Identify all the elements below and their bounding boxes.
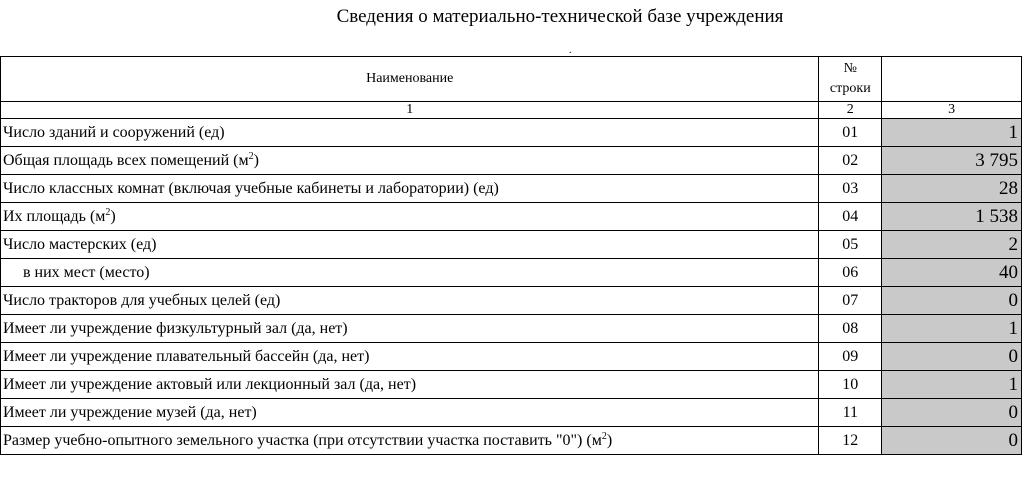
table-row [1,119,1022,147]
row-number: 05 [819,231,882,259]
row-number: 06 [819,259,882,287]
table-row [1,147,1022,175]
row-name [1,119,819,147]
table-row [1,175,1022,203]
column-index-1: 1 [1,102,819,119]
superscript: 2 [601,431,607,442]
row-name [1,371,819,399]
superscript: 2 [248,151,254,162]
table-row [1,371,1022,399]
row-name [1,343,819,371]
row-name-text: Размер учебно-опытного земельного участка (при отсутствии участка поставить "0") (м [3,432,602,449]
material-base-table [0,56,1022,455]
header-name: Наименование [1,57,819,102]
row-name-text: Имеет ли учреждение плавательный бассейн (да, нет) [3,348,370,365]
row-number: 07 [819,287,882,315]
row-name-text: Имеет ли учреждение актовый или лекционный зал (да, нет) [3,376,417,393]
row-value: 0 [882,427,1022,455]
page-title: Сведения о материально-технической базе учреждения [336,6,784,27]
row-name [1,175,819,203]
row-name [1,399,819,427]
table-row [1,287,1022,315]
row-value: 1 [882,371,1022,399]
row-value: 3 795 [882,147,1022,175]
table-row [1,259,1022,287]
header-value [882,57,1022,102]
header-num-symbol: № [843,61,857,76]
column-index-2: 2 [819,102,882,119]
row-name [1,287,819,315]
table-row [1,427,1022,455]
table-row [1,231,1022,259]
superscript: 2 [105,207,111,218]
row-value: 0 [882,343,1022,371]
row-number: 12 [819,427,882,455]
row-name-text: Имеет ли учреждение музей (да, нет) [3,404,257,421]
row-name [1,147,819,175]
row-name [1,427,819,455]
row-name-text: Общая площадь всех помещений (м [3,152,249,169]
row-name-text: Число зданий и сооружений (ед) [3,124,225,141]
row-value: 1 [882,315,1022,343]
row-name [1,315,819,343]
column-index-row [1,102,1022,119]
row-value: 1 [882,119,1022,147]
stray-dot: . [569,45,572,56]
row-value: 2 [882,231,1022,259]
row-value: 0 [882,287,1022,315]
row-value: 28 [882,175,1022,203]
row-value: 1 538 [882,203,1022,231]
row-name [1,259,819,287]
column-index-3: 3 [882,102,1022,119]
table-row [1,343,1022,371]
row-name-text: Имеет ли учреждение физкультурный зал (да, нет) [3,320,348,337]
header-row-number [819,57,882,102]
row-name-text: в них мест (место) [23,264,150,281]
table-row [1,203,1022,231]
header-num-label: строки [829,81,871,96]
row-name-text: Число тракторов для учебных целей (ед) [3,292,281,309]
row-value: 40 [882,259,1022,287]
row-number: 04 [819,203,882,231]
row-value: 0 [882,399,1022,427]
header-row [1,57,1022,102]
table-row [1,315,1022,343]
row-name-tail: ) [110,208,116,225]
row-name [1,203,819,231]
row-name-text: Число классных комнат (включая учебные кабинеты и лаборатории) (ед) [3,180,499,197]
row-number: 10 [819,371,882,399]
row-name-tail: ) [606,432,613,449]
row-number: 08 [819,315,882,343]
table-row [1,399,1022,427]
row-name-text: Число мастерских (ед) [3,236,157,253]
row-number: 09 [819,343,882,371]
row-name [1,231,819,259]
row-number: 02 [819,147,882,175]
row-number: 03 [819,175,882,203]
row-number: 01 [819,119,882,147]
row-name-text: Их площадь (м [3,208,106,225]
row-number: 11 [819,399,882,427]
row-name-tail: ) [253,152,259,169]
